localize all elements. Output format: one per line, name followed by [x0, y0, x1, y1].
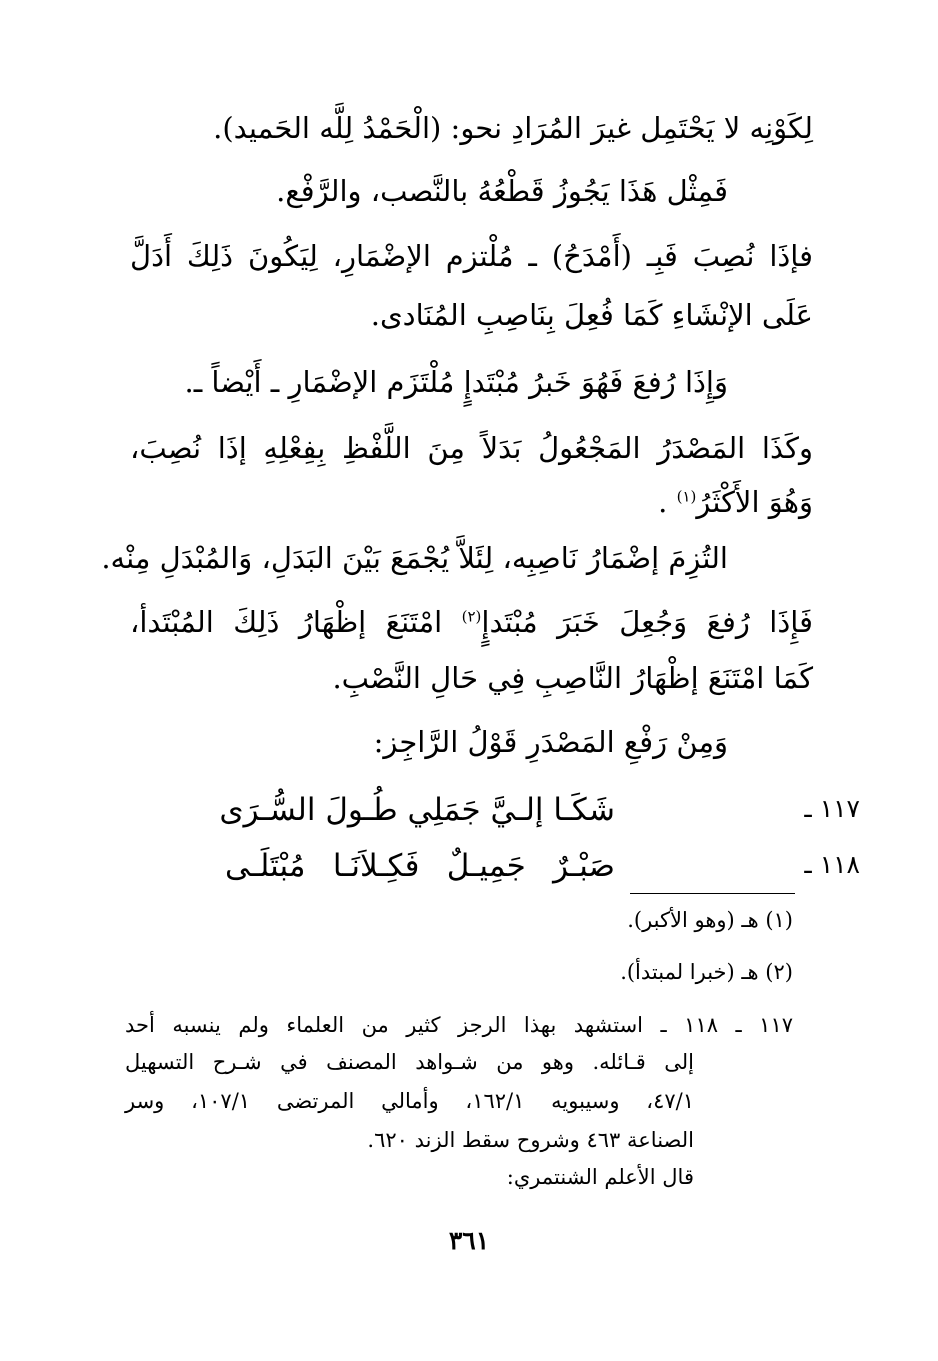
body-line-9-part-a: فَإِذَا رُفعَ وَجُعِلَ خَبَرَ مُبْتَدإٍ	[481, 605, 813, 639]
commentary-line-5: قال الأعلم الشنتمري:	[506, 1165, 694, 1189]
body-line-1: لِكَوْنِه لا يَحْتَمِل غيرَ المُرَادِ نحو: (الْحَمْدُ لِلَّه الحَميد).	[213, 111, 813, 145]
verse-number: ١١٧ ـ	[804, 794, 860, 823]
verse-118	[0, 846, 938, 890]
verse-text: شَكَـا إلـيَّ جَمَلِي طُـولَ السُّـرَى	[219, 792, 615, 828]
body-line-10: كَمَا امْتَنَعَ إظْهَارُ النَّاصِبِ فِي حَالِ النَّصْبِ.	[332, 661, 813, 695]
verse-text: صَبْـرٌ جَمِيـلٌ فَكِـلاَنَـا مُبْتَلَـى	[225, 848, 615, 884]
commentary-line-1: ١١٧ ـ ١١٨ ـ استشهد بهذا الرجز كثير من العلماء ولم ينسبه أحد	[125, 1013, 794, 1037]
footnote-divider	[630, 893, 795, 894]
body-line-9-part-b: امْتَنَعَ إظْهَارُ ذَلِكَ المُبْتَدأ،	[130, 605, 443, 639]
commentary-line-4: الصناعة ٤٦٣ وشروح سقط الزند ٦٢٠.	[367, 1128, 694, 1152]
footnote-marker-2: (٢)	[461, 607, 482, 626]
body-line-5: وَإِذَا رُفعَ فَهُوَ خَبرُ مُبْتَدإٍ مُلْتَزَم الإضْمَارِ ـ أَيْضاً ـ.	[184, 365, 728, 399]
commentary-line-2: إلى قـائله. وهو من شـواهد المصنف في شـرح التسهيل	[125, 1050, 694, 1074]
body-line-4: عَلَى الإنْشَاءِ كَمَا فُعِلَ بِنَاصِبِ المُنَادى.	[370, 298, 813, 332]
footnote-marker-1: (١)	[676, 487, 697, 506]
body-line-3: فإذَا نُصِبَ فَبِـ (أَمْدَحُ) ـ مُلْتزم الإضْمَارِ، لِيَكُونَ ذَلِكَ أَدَلَّ	[130, 239, 813, 273]
footnote-1: (١) هـ (وهو الأكبر).	[627, 908, 793, 932]
body-line-2: فَمِثْل هَذَا يَجُوزُ قَطْعُهُ بالنَّصب، والرَّفْع.	[276, 174, 728, 208]
body-line-9	[130, 602, 813, 642]
body-line-8: التُزِمَ إضْمَارُ نَاصِبِه، لِئَلاَّ يُجْمَعَ بَيْنَ البَدَلِ، وَالمُبْدَلِ مِنْه.	[101, 541, 728, 575]
body-line-7-text: وَهُوَ الأَكْثَرُ	[696, 485, 813, 519]
body-line-6: وكَذَا المَصْدَرُ المَجْعُولُ بَدَلاً مِنَ اللَّفْظِ بِفِعْلِهِ إذَا نُصِبَ،	[130, 431, 813, 465]
body-line-11: وَمِنْ رَفْعِ المَصْدَرِ قَوْلُ الرَّاجِز:	[373, 725, 728, 759]
commentary-line-3: ٤٧/١، وسيبويه ١٦٢/١، وأمالي المرتضى ١٠٧/١، وسر	[125, 1089, 694, 1113]
page-number: ٣٦١	[448, 1226, 490, 1255]
verse-117	[0, 790, 938, 834]
verse-number: ١١٨ ـ	[804, 850, 860, 879]
footnote-2: (٢) هـ (خبرا لمبتدأ).	[620, 960, 793, 984]
body-line-7-end: .	[658, 485, 668, 519]
body-line-7	[658, 482, 813, 522]
